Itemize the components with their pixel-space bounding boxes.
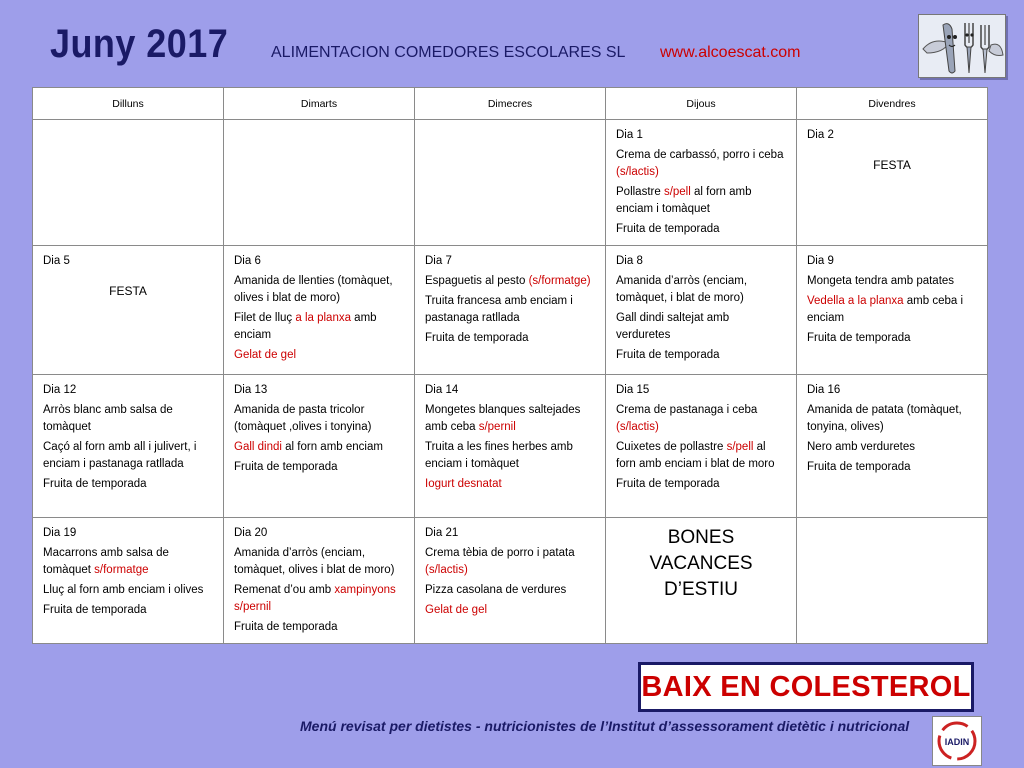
menu-text: Dia 15 xyxy=(616,384,650,396)
day-number xyxy=(43,253,213,270)
day-cell xyxy=(797,246,988,375)
menu-item xyxy=(616,347,786,364)
menu-text: Dia 9 xyxy=(807,255,834,267)
menu-text: Dia 1 xyxy=(616,129,643,141)
menu-item xyxy=(616,310,786,344)
menu-text: Cuixetes de pollastre xyxy=(616,441,727,453)
menu-text: Amanida de patata (tomàquet, tonyina, olives) xyxy=(807,404,962,433)
column-header: Dimecres xyxy=(415,88,606,120)
day-cell xyxy=(33,120,224,246)
menu-item xyxy=(616,439,786,473)
day-cell xyxy=(415,518,606,644)
menu-item xyxy=(425,439,595,473)
menu-text: Amanida d’arròs (enciam, tomàquet, i blat de moro) xyxy=(616,275,748,304)
menu-item xyxy=(425,402,595,436)
highlight-text: (s/formatge) xyxy=(528,275,591,287)
menu-text: Fruita de temporada xyxy=(807,332,911,344)
menu-text: Caçó al forn amb all i julivert, i enciam i pastanaga ratllada xyxy=(43,441,197,470)
menu-text: Mongetes blanques saltejades amb ceba xyxy=(425,404,581,433)
menu-item xyxy=(234,582,404,616)
day-cell xyxy=(797,120,988,246)
menu-item xyxy=(234,310,404,344)
day-cell xyxy=(33,518,224,644)
week-row xyxy=(33,518,988,644)
menu-text: Remenat d’ou amb xyxy=(234,584,335,596)
day-cell xyxy=(415,246,606,375)
iadin-logo xyxy=(932,716,982,766)
day-number xyxy=(616,382,786,399)
day-cell xyxy=(797,375,988,518)
menu-text: Arròs blanc amb salsa de tomàquet xyxy=(43,404,173,433)
menu-item xyxy=(616,476,786,493)
highlight-text: Vedella a la planxa xyxy=(807,295,904,307)
cutlery-logo-icon xyxy=(918,14,1006,78)
day-cell xyxy=(606,518,797,644)
highlight-text: s/pernil xyxy=(478,421,516,433)
day-number xyxy=(234,253,404,270)
day-cell xyxy=(33,375,224,518)
column-header: Dijous xyxy=(606,88,797,120)
day-number xyxy=(807,127,977,144)
highlight-text: a la planxa xyxy=(295,312,351,324)
website-link[interactable]: www.alcoescat.com xyxy=(660,44,801,61)
menu-item xyxy=(425,582,595,599)
day-cell xyxy=(224,518,415,644)
menu-text: Dia 21 xyxy=(425,527,459,539)
highlight-text: Gelat de gel xyxy=(425,604,488,616)
iadin-logo-text: IADIN xyxy=(944,737,970,747)
menu-text: Fruita de temporada xyxy=(616,478,720,490)
menu-item xyxy=(616,402,786,436)
menu-text: Pizza casolana de verdures xyxy=(425,584,567,596)
menu-item xyxy=(616,147,786,181)
menu-item xyxy=(616,273,786,307)
day-cell xyxy=(415,375,606,518)
day-cell xyxy=(224,120,415,246)
highlight-text: Gall dindi xyxy=(234,441,282,453)
day-cell xyxy=(797,518,988,644)
highlight-text: Iogurt desnatat xyxy=(425,478,502,490)
menu-text: Crema de pastanaga i ceba xyxy=(616,404,758,416)
menu-item xyxy=(425,330,595,347)
footer-note: Menú revisat per dietistes - nutricionistes de l’Institut d’assessorament dietètic i nutricional xyxy=(300,718,910,734)
menu-item xyxy=(234,273,404,307)
menu-text: Fruita de temporada xyxy=(234,621,338,633)
day-number xyxy=(616,127,786,144)
menu-text: Dia 2 xyxy=(807,129,834,141)
week-row xyxy=(33,120,988,246)
menu-item xyxy=(425,293,595,327)
menu-text: Truita a les fines herbes amb enciam i tomàquet xyxy=(425,441,573,470)
day-number xyxy=(616,253,786,270)
menu-item xyxy=(43,439,213,473)
day-cell xyxy=(606,375,797,518)
menu-item xyxy=(43,476,213,493)
menu-text: Dia 5 xyxy=(43,255,70,267)
day-cell xyxy=(224,375,415,518)
page-title: Juny 2017 xyxy=(50,22,229,66)
day-number xyxy=(425,253,595,270)
low-cholesterol-badge: BAIX EN COLESTEROL xyxy=(638,662,974,712)
menu-item xyxy=(807,273,977,290)
day-cell xyxy=(33,246,224,375)
menu-text: Pollastre xyxy=(616,186,664,198)
menu-text: Gall dindi saltejat amb verduretes xyxy=(616,312,730,341)
menu-item xyxy=(234,619,404,636)
menu-text: amb ceba i enciam xyxy=(807,295,964,324)
menu-item xyxy=(234,347,404,364)
menu-text: Fruita de temporada xyxy=(616,349,720,361)
highlight-text: s/formatge xyxy=(94,564,149,576)
menu-item xyxy=(234,545,404,579)
day-number xyxy=(425,525,595,542)
menu-item xyxy=(807,157,977,174)
menu-text: Dia 8 xyxy=(616,255,643,267)
menu-text: Filet de lluç xyxy=(234,312,296,324)
highlight-text: (s/lactis) xyxy=(616,166,659,178)
menu-text: Fruita de temporada xyxy=(43,478,147,490)
day-cell xyxy=(606,246,797,375)
highlight-text: s/pell xyxy=(663,186,691,198)
menu-text: Fruita de temporada xyxy=(43,604,147,616)
menu-text: Nero amb verduretes xyxy=(807,441,916,453)
day-number xyxy=(43,382,213,399)
menu-item xyxy=(234,439,404,456)
menu-item xyxy=(43,602,213,619)
menu-item xyxy=(425,602,595,619)
highlight-text: (s/lactis) xyxy=(425,564,468,576)
menu-item xyxy=(43,283,213,300)
column-header: Dilluns xyxy=(33,88,224,120)
menu-text: al forn amb enciam xyxy=(281,441,383,453)
menu-item xyxy=(234,402,404,436)
menu-text: FESTA xyxy=(873,158,911,172)
menu-text: Amanida de pasta tricolor (tomàquet ,olives i tonyina) xyxy=(234,404,372,433)
menu-item xyxy=(807,402,977,436)
menu-text: Amanida de llenties (tomàquet, olives i blat de moro) xyxy=(234,275,393,304)
menu-text: Dia 13 xyxy=(234,384,268,396)
day-cell xyxy=(224,246,415,375)
menu-item xyxy=(807,459,977,476)
menu-text: Dia 6 xyxy=(234,255,261,267)
menu-text: Lluç al forn amb enciam i olives xyxy=(43,584,204,596)
menu-text: Fruita de temporada xyxy=(234,461,338,473)
highlight-text: (s/lactis) xyxy=(616,421,659,433)
week-row xyxy=(33,246,988,375)
menu-text: Fruita de temporada xyxy=(425,332,529,344)
day-number xyxy=(43,525,213,542)
menu-item xyxy=(425,273,595,290)
menu-text: Fruita de temporada xyxy=(807,461,911,473)
menu-text: amb enciam xyxy=(234,312,377,341)
menu-item xyxy=(807,293,977,327)
company-name: ALIMENTACION COMEDORES ESCOLARES SL xyxy=(271,44,626,61)
menu-text: Dia 14 xyxy=(425,384,459,396)
menu-text: Fruita de temporada xyxy=(616,223,720,235)
menu-item xyxy=(616,221,786,238)
menu-item xyxy=(425,545,595,579)
day-number xyxy=(807,382,977,399)
menu-item xyxy=(43,582,213,599)
day-number xyxy=(234,525,404,542)
menu-item xyxy=(616,184,786,218)
menu-item xyxy=(807,330,977,347)
holiday-message xyxy=(616,525,786,603)
menu-item xyxy=(807,439,977,456)
menu-item xyxy=(425,476,595,493)
day-number xyxy=(234,382,404,399)
menu-item xyxy=(234,459,404,476)
menu-text: Mongeta tendra amb patates xyxy=(807,275,955,287)
column-header: Divendres xyxy=(797,88,988,120)
week-row xyxy=(33,375,988,518)
menu-text: Macarrons amb salsa de tomàquet xyxy=(43,547,169,576)
menu-text: Espaguetis al pesto xyxy=(425,275,529,287)
highlight-text: Gelat de gel xyxy=(234,349,297,361)
weekly-menu-table xyxy=(32,87,988,644)
column-header: Dimarts xyxy=(224,88,415,120)
menu-text: Crema tèbia de porro i patata xyxy=(425,547,575,559)
menu-text: Dia 7 xyxy=(425,255,452,267)
menu-text: al forn amb enciam i blat de moro xyxy=(616,441,775,470)
day-cell xyxy=(415,120,606,246)
day-number xyxy=(425,382,595,399)
menu-text: Amanida d’arròs (enciam, tomàquet, olives i blat de moro) xyxy=(234,547,395,576)
highlight-text: xampinyons s/pernil xyxy=(234,584,396,613)
menu-item xyxy=(43,545,213,579)
menu-text: FESTA xyxy=(109,284,147,298)
menu-text: Dia 12 xyxy=(43,384,77,396)
day-cell xyxy=(606,120,797,246)
menu-text: Dia 16 xyxy=(807,384,841,396)
table-header-row xyxy=(33,88,988,120)
highlight-text: s/pell xyxy=(726,441,754,453)
menu-text: BONES VACANCES D’ESTIU xyxy=(649,527,753,600)
menu-text: Dia 19 xyxy=(43,527,77,539)
menu-text: Dia 20 xyxy=(234,527,268,539)
menu-item xyxy=(43,402,213,436)
menu-text: Crema de carbassó, porro i ceba xyxy=(616,149,784,161)
menu-text: al forn amb enciam i tomàquet xyxy=(616,186,752,215)
menu-text: Truita francesa amb enciam i pastanaga ratllada xyxy=(425,295,573,324)
day-number xyxy=(807,253,977,270)
